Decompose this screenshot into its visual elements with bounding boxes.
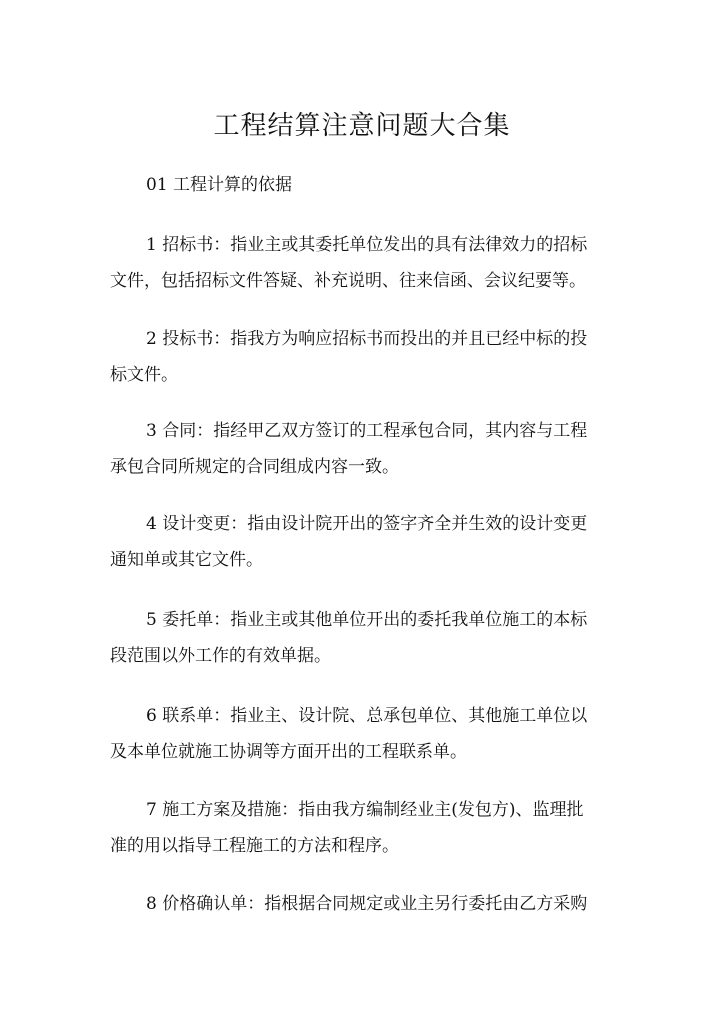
paragraph-8-line-1: 8 价格确认单：指根据合同规定或业主另行委托由乙方采购	[146, 894, 588, 914]
paragraph-2	[110, 326, 618, 388]
paragraph-1-line-1: 1 招标书：指业主或其委托单位发出的具有法律效力的招标	[146, 235, 588, 255]
paragraph-4-line-1: 4 设计变更：指由设计院开出的签字齐全并生效的设计变更	[146, 514, 588, 534]
paragraph-2-line-2: 标文件。	[110, 365, 178, 385]
paragraph-3	[110, 418, 618, 480]
paragraph-5	[110, 607, 618, 669]
paragraph-6	[110, 703, 618, 765]
section-heading: 01 工程计算的依据	[146, 175, 293, 195]
paragraph-1-line-2: 文件，包括招标文件答疑、补充说明、往来信函、会议纪要等。	[110, 271, 586, 291]
paragraph-4-line-2: 通知单或其它文件。	[110, 550, 263, 570]
paragraph-2-line-1: 2 投标书：指我方为响应招标书而投出的并且已经中标的投	[146, 329, 588, 349]
paragraph-6-line-1: 6 联系单：指业主、设计院、总承包单位、其他施工单位以	[146, 706, 588, 726]
paragraph-7-line-1: 7 施工方案及措施：指由我方编制经业主(发包方)、监理批	[146, 800, 584, 820]
paragraph-5-line-2: 段范围以外工作的有效单据。	[110, 646, 331, 666]
paragraph-8	[110, 891, 618, 917]
paragraph-1	[110, 232, 618, 294]
document-title: 工程结算注意问题大合集	[213, 111, 511, 141]
paragraph-3-line-2: 承包合同所规定的合同组成内容一致。	[110, 457, 399, 477]
paragraph-7	[110, 797, 618, 859]
paragraph-7-line-2: 准的用以指导工程施工的方法和程序。	[110, 836, 399, 856]
paragraph-3-line-1: 3 合同：指经甲乙双方签订的工程承包合同，其内容与工程	[146, 421, 588, 441]
paragraph-5-line-1: 5 委托单：指业主或其他单位开出的委托我单位施工的本标	[146, 610, 588, 630]
paragraph-4	[110, 511, 618, 573]
paragraph-6-line-2: 及本单位就施工协调等方面开出的工程联系单。	[110, 742, 467, 762]
